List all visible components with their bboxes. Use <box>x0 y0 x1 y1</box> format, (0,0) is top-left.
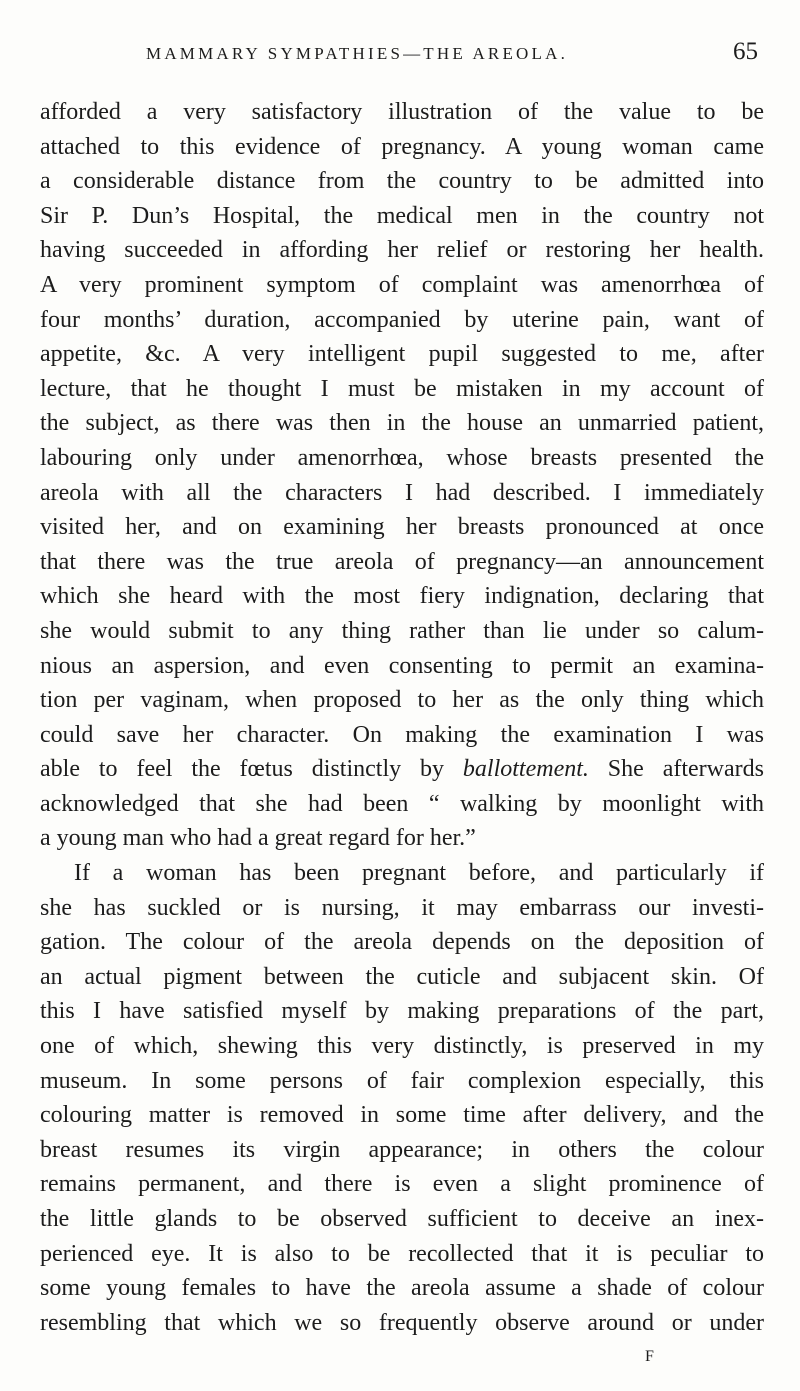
text-line: acknowledged that she had been “ walking by moonlight with <box>40 790 764 817</box>
text-line: labouring only under amenorrhœa, whose breasts presented the <box>40 444 764 471</box>
text-line: appetite, &c. A very intelligent pupil suggested to me, after <box>40 341 764 368</box>
text-line: having succeeded in affording her relief or restoring her health. <box>40 237 764 264</box>
text-line: which she heard with the most fiery indignation, declaring that <box>40 583 764 610</box>
text-line: one of which, shewing this very distinctly, is preserved in my <box>40 1033 764 1060</box>
text-line: could save her character. On making the examination I was <box>40 721 764 748</box>
text-line: resembling that which we so frequently observe around or under <box>40 1309 764 1336</box>
text-line: nious an aspersion, and even consenting to permit an examina- <box>40 652 764 679</box>
text-line: this I have satisfied myself by making preparations of the part, <box>40 998 764 1025</box>
text-line: she has suckled or is nursing, it may embarrass our investi- <box>40 894 764 921</box>
running-head <box>40 38 762 72</box>
text-line: the subject, as there was then in the house an unmarried patient, <box>40 410 764 437</box>
page-number: 65 <box>733 38 758 65</box>
text-line: an actual pigment between the cuticle and subjacent skin. Of <box>40 963 764 990</box>
text-line: remains permanent, and there is even a slight prominence of <box>40 1171 764 1198</box>
text-line: a young man who had a great regard for her.” <box>40 825 476 852</box>
text-line: some young females to have the areola assume a shade of colour <box>40 1275 764 1302</box>
italic-term: ballottement. <box>462 756 589 783</box>
text-line: gation. The colour of the areola depends on the deposition of <box>40 929 764 956</box>
text-line: afforded a very satisfactory illustration of the value to be <box>40 99 764 125</box>
text-line: the little glands to be observed sufficient to deceive an inex- <box>40 1206 764 1232</box>
text-line: tion per vaginam, when proposed to her as the only thing which <box>40 687 764 714</box>
text-line: perienced eye. It is also to be recollected that it is peculiar to <box>40 1240 764 1267</box>
body-text <box>40 95 764 1340</box>
text-line: A very prominent symptom of complaint was amenorrhœa of <box>40 271 764 298</box>
signature-mark: F <box>645 1348 654 1365</box>
text-line: attached to this evidence of pregnancy. A young woman came <box>40 133 764 160</box>
text-run: able to feel the fœtus distinctly by <box>40 756 463 783</box>
text-line: breast resumes its virgin appearance; in others the colour <box>40 1136 764 1163</box>
text-line: Sir P. Dun’s Hospital, the medical men in the country not <box>40 202 764 229</box>
text-line: visited her, and on examining her breasts pronounced at once <box>40 514 764 541</box>
text-line: colouring matter is removed in some time after delivery, and the <box>40 1102 764 1129</box>
text-line: If a woman has been pregnant before, and particularly if <box>74 860 764 887</box>
text-line: she would submit to any thing rather than lie under so calum- <box>40 617 764 644</box>
text-line: four months’ duration, accompanied by uterine pain, want of <box>40 306 764 333</box>
text-run: She afterwards <box>588 756 764 783</box>
text-line: areola with all the characters I had described. I immediately <box>40 479 764 506</box>
text-line <box>40 752 764 787</box>
text-line: museum. In some persons of fair complexion especially, this <box>40 1067 764 1094</box>
text-line: a considerable distance from the country to be admitted into <box>40 168 764 195</box>
text-line: lecture, that he thought I must be mistaken in my account of <box>40 375 764 402</box>
text-line: that there was the true areola of pregnancy—an announcement <box>40 548 764 575</box>
running-title: MAMMARY SYMPATHIES—THE AREOLA. <box>146 44 569 63</box>
